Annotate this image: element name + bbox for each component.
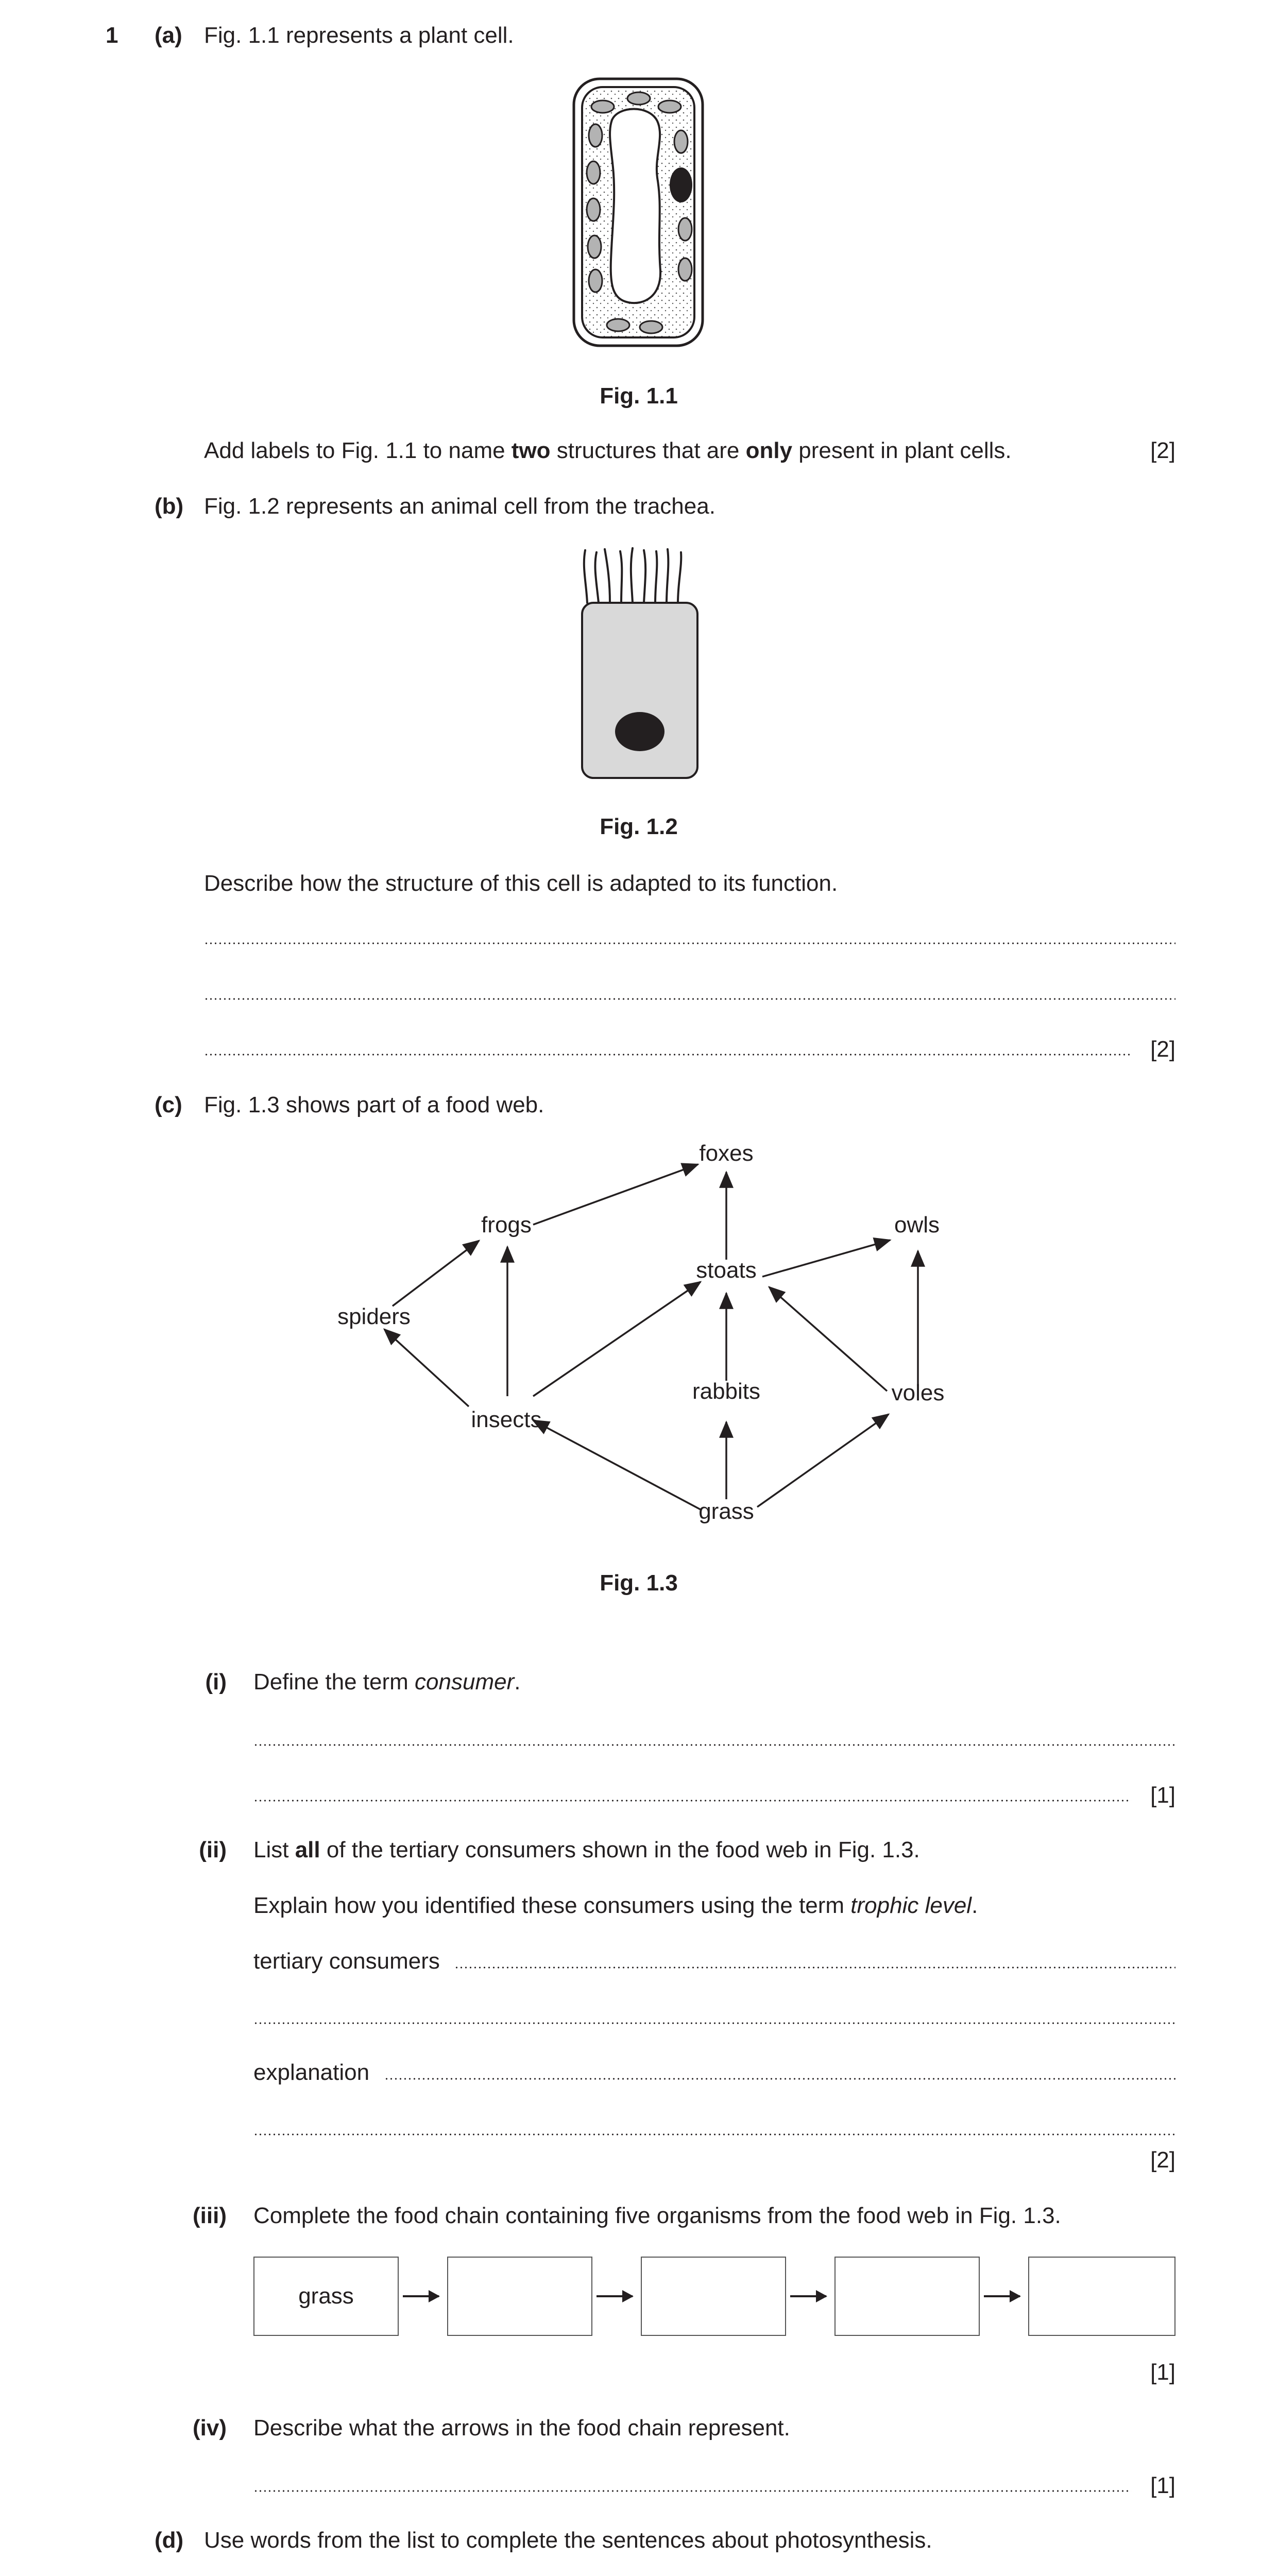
part-c-i-text: Define the term consumer. [253,1669,521,1694]
food-web-figure [0,1123,1278,1535]
part-a-marks: [2] [1150,438,1175,463]
part-c-iii-text: Complete the food chain containing five organisms from the food web in Fig. 1.3. [253,2203,1061,2228]
part-c-ii-text: List all of the tertiary consumers shown in the food web in Fig. 1.3. [253,1837,920,1862]
part-b-intro: Fig. 1.2 represents an animal cell from the trachea. [204,494,715,519]
organism-voles: voles [891,1380,945,1405]
fig-1-3-caption: Fig. 1.3 [600,1570,678,1596]
arrow-stoats-owls [762,1240,890,1277]
arrow-insects-spiders [384,1329,469,1406]
answer-line[interactable] [253,1798,1131,1803]
trachea-cell-figure [572,546,706,783]
arrow-insects-stoats [533,1282,701,1396]
part-c-ii-marks: [2] [1150,2147,1175,2173]
part-c-iv-marks: [1] [1150,2473,1175,2498]
answer-line[interactable] [204,996,1175,1002]
part-c-iii-label: (iii) [193,2203,227,2228]
answer-line[interactable] [253,2488,1131,2494]
part-b-marks: [2] [1150,1037,1175,1062]
part-c-intro: Fig. 1.3 shows part of a food web. [204,1092,544,1117]
answer-line[interactable] [204,941,1175,946]
arrow-grass-insects [533,1420,701,1510]
food-chain-box-3[interactable] [641,2257,786,2336]
chain-arrow [597,2295,633,2297]
arrow-voles-stoats [769,1287,887,1391]
part-d-intro: Use words from the list to complete the sentences about photosynthesis. [204,2528,932,2553]
answer-line[interactable] [384,2076,1175,2081]
answer-line[interactable] [253,2132,1175,2137]
part-c-label: (c) [155,1092,182,1117]
organism-stoats: stoats [696,1258,757,1283]
part-c-iii-marks: [1] [1150,2360,1175,2385]
part-b-task: Describe how the structure of this cell is adapted to its function. [204,871,838,896]
food-chain-box-4[interactable] [834,2257,980,2336]
organism-insects: insects [471,1407,542,1432]
part-a-label: (a) [155,23,182,48]
part-a-task: Add labels to Fig. 1.1 to name two structures that are only present in plant cells. [204,438,1012,463]
answer-line[interactable] [204,1052,1131,1057]
food-chain-box-1 [253,2257,399,2336]
answer-line[interactable] [253,1742,1175,1748]
tertiary-consumers-label: tertiary consumers [253,1948,440,1974]
arrow-frogs-foxes [533,1164,698,1225]
part-c-ii-label: (ii) [199,1837,227,1862]
chain-arrow [984,2295,1020,2297]
plant-cell-figure [567,75,711,353]
organism-grass: grass [698,1499,754,1524]
arrow-spiders-frogs [393,1241,479,1306]
part-d-label: (d) [155,2528,184,2553]
part-c-i-marks: [1] [1150,1783,1175,1808]
food-chain-first: grass [298,2283,354,2309]
arrow-grass-voles [757,1414,889,1507]
part-b-label: (b) [155,494,184,519]
question-number: 1 [106,23,118,48]
organism-spiders: spiders [337,1304,411,1329]
organism-owls: owls [894,1212,940,1238]
part-c-i-label: (i) [205,1669,227,1694]
part-c-ii-text2: Explain how you identified these consumers using the term trophic level. [253,1893,978,1918]
organism-foxes: foxes [699,1141,754,1166]
organism-rabbits: rabbits [692,1379,761,1404]
part-c-iv-label: (iv) [193,2415,227,2441]
answer-line[interactable] [253,2021,1175,2026]
organism-frogs: frogs [481,1212,532,1238]
part-c-iv-text: Describe what the arrows in the food chain represent. [253,2415,790,2441]
explanation-label: explanation [253,2060,370,2085]
part-a-intro: Fig. 1.1 represents a plant cell. [204,23,514,48]
fig-1-1-caption: Fig. 1.1 [600,383,678,409]
chain-arrow [790,2295,826,2297]
food-chain-box-2[interactable] [447,2257,592,2336]
chain-arrow [403,2295,439,2297]
fig-1-2-caption: Fig. 1.2 [600,814,678,839]
answer-line[interactable] [454,1965,1175,1970]
food-chain-box-5[interactable] [1028,2257,1175,2336]
